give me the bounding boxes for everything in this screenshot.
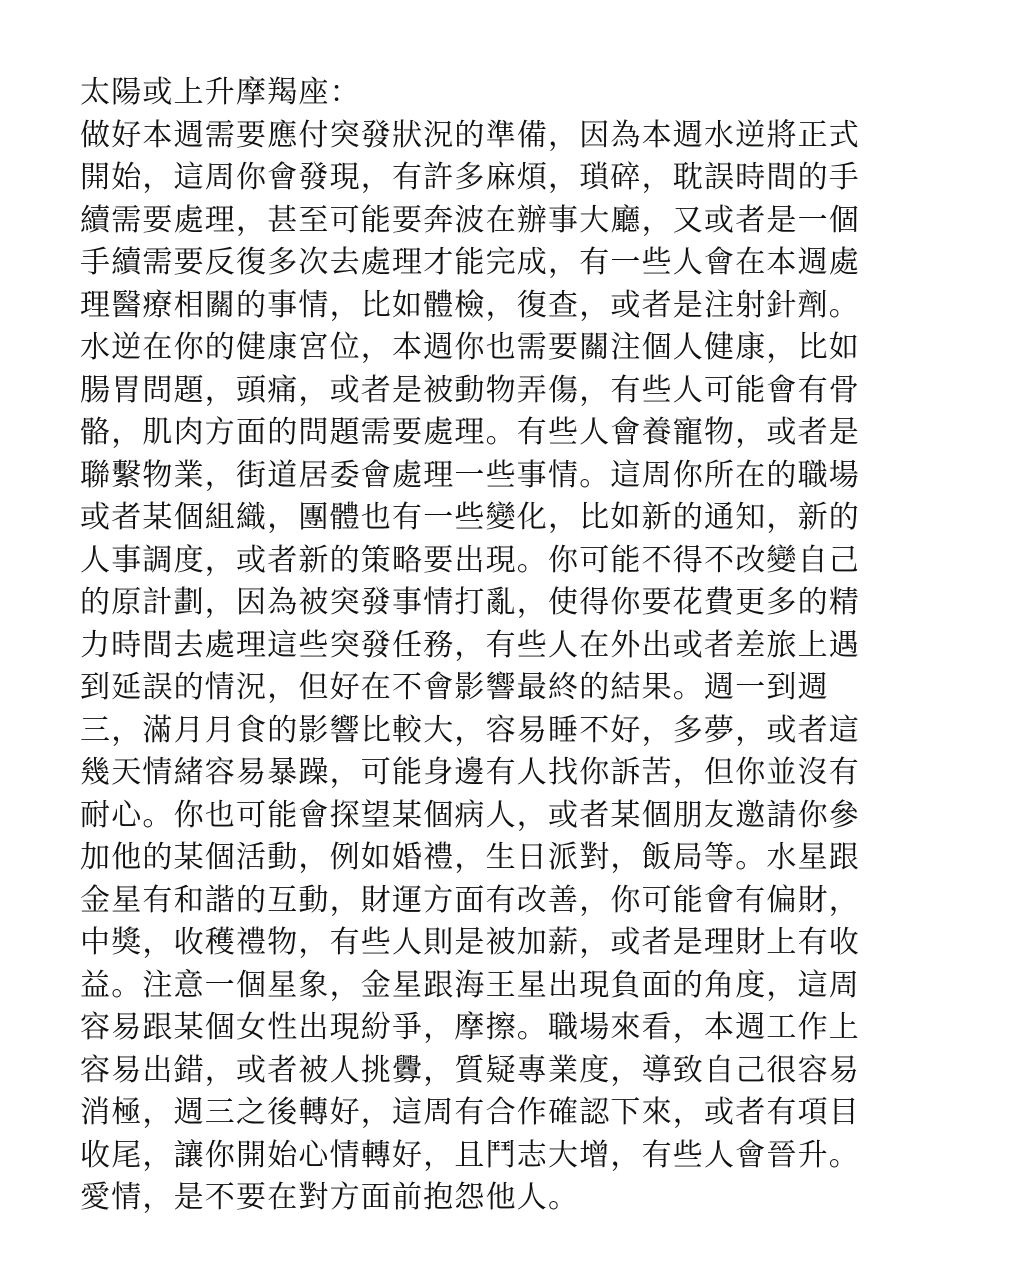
text-line: 消極，週三之後轉好，這周有合作確認下來，或者有項目 xyxy=(80,1095,860,1130)
horoscope-text-block xyxy=(80,72,950,1220)
text-line: 手續需要反復多次去處理才能完成，有一些人會在本週處 xyxy=(80,245,860,280)
text-line: 或者某個組織，團體也有一些變化，比如新的通知，新的 xyxy=(80,500,860,535)
text-line: 收尾，讓你開始心情轉好，且鬥志大增，有些人會晉升。 xyxy=(80,1137,860,1173)
text-line: 力時間去處理這些突發任務，有些人在外出或者差旅上遇 xyxy=(80,627,860,663)
text-line: 幾天情緒容易暴躁，可能身邊有人找你訴苦，但你並沒有 xyxy=(80,755,860,790)
text-line: 水逆在你的健康宮位，本週你也需要關注個人健康，比如 xyxy=(80,330,860,365)
text-line: 到延誤的情況，但好在不會影響最終的結果。週一到週 xyxy=(80,670,829,705)
text-line: 三，滿月月食的影響比較大，容易睡不好，多夢，或者這 xyxy=(80,712,860,748)
text-line: 骼，肌肉方面的問題需要處理。有些人會養寵物，或者是 xyxy=(80,415,860,450)
text-line: 益。注意一個星象，金星跟海王星出現負面的角度，這周 xyxy=(80,967,860,1003)
text-line: 中獎，收穫禮物，有些人則是被加薪，或者是理財上有收 xyxy=(80,925,860,960)
text-line: 加他的某個活動，例如婚禮，生日派對，飯局等。水星跟 xyxy=(80,840,860,875)
text-line: 腸胃問題，頭痛，或者是被動物弄傷，有些人可能會有骨 xyxy=(80,372,860,408)
text-line: 人事調度，或者新的策略要出現。你可能不得不改變自己 xyxy=(80,542,860,578)
text-line: 的原計劃，因為被突發事情打亂，使得你要花費更多的精 xyxy=(80,585,860,620)
text-line: 續需要處理，甚至可能要奔波在辦事大廳，又或者是一個 xyxy=(80,202,860,238)
text-line: 容易跟某個女性出現紛爭，摩擦。職場來看，本週工作上 xyxy=(80,1010,860,1045)
text-line: 容易出錯，或者被人挑釁，質疑專業度，導致自己很容易 xyxy=(80,1052,860,1088)
heading-line: 太陽或上升摩羯座： xyxy=(80,75,361,110)
text-line: 理醫療相關的事情，比如體檢，復查，或者是注射針劑。 xyxy=(80,287,860,323)
text-line: 做好本週需要應付突發狀況的準備，因為本週水逆將正式 xyxy=(80,117,860,153)
text-line: 愛情，是不要在對方面前抱怨他人。 xyxy=(80,1180,580,1215)
text-line: 耐心。你也可能會探望某個病人，或者某個朋友邀請你參 xyxy=(80,797,860,833)
text-line: 開始，這周你會發現，有許多麻煩，瑣碎，耽誤時間的手 xyxy=(80,160,860,195)
text-line: 金星有和諧的互動，財運方面有改善，你可能會有偏財， xyxy=(80,882,860,918)
text-line: 聯繫物業，街道居委會處理一些事情。這周你所在的職場 xyxy=(80,457,860,493)
